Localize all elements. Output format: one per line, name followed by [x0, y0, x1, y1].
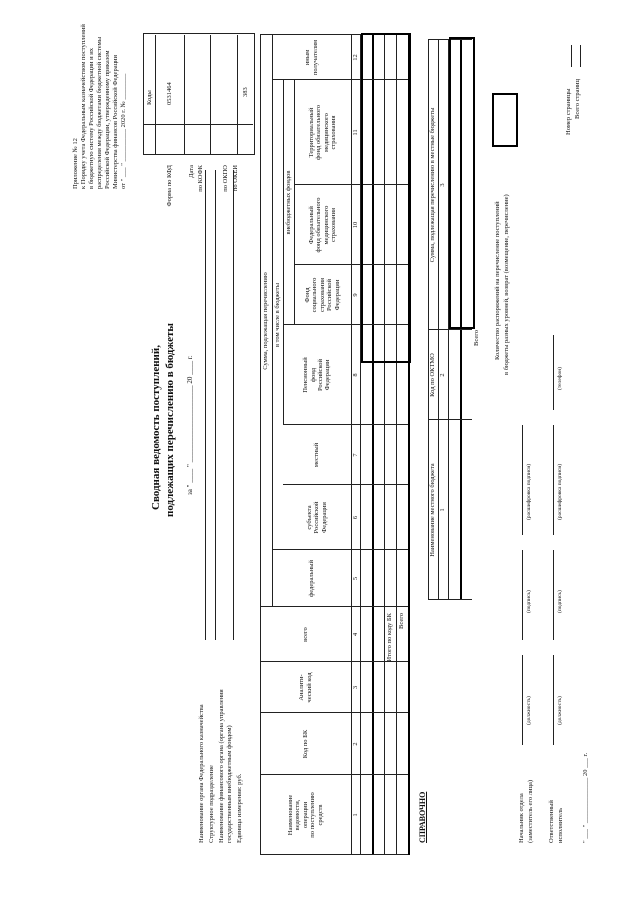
- count-label-1: Количество распоряжений на перечисление поступлений: [494, 201, 501, 360]
- codes-header: Коды: [146, 90, 153, 105]
- head-position-caption: (должность): [526, 696, 532, 725]
- appendix-line-4: распределения между бюджетами бюджетной системы: [96, 36, 103, 189]
- okei-label: по ОКЕИ: [232, 165, 239, 192]
- resp-position-caption: (должность): [557, 696, 563, 725]
- signature-date: " ___ " ______________ 20 ___ г.: [582, 752, 589, 843]
- main-table-total-box: [361, 33, 411, 363]
- col-kbk-header: Код по БК: [301, 729, 309, 759]
- resp-phone-caption: (телефон): [557, 366, 563, 390]
- ref-total-label: Всего: [473, 330, 481, 346]
- col-total-header: всего: [301, 627, 309, 642]
- col-num: 12: [351, 54, 359, 61]
- okpo-label: по ОКПО: [222, 165, 229, 192]
- reference-title: СПРАВОЧНО: [418, 791, 427, 843]
- title-line-2: подлежащих перечислению в бюджеты: [164, 323, 176, 517]
- appendix-line-3: в бюджетную систему Российской Федерации и их: [88, 48, 95, 189]
- col-analytic-header: Аналити- ческий код: [298, 672, 313, 703]
- col-num: 6: [351, 515, 359, 520]
- total-kbk-label: Итого по коду БК: [386, 613, 394, 662]
- count-box: [492, 93, 518, 147]
- ref-col-num: 1: [439, 508, 447, 512]
- col-local-header: местный: [313, 442, 321, 468]
- col-num: 7: [351, 453, 359, 457]
- field-finorgan-1: Наименование финансового органа (органа управления: [218, 689, 225, 843]
- sum-header: Сумма, подлежащая перечислению: [262, 272, 270, 370]
- resp-decoding-caption: (расшифровка подписи): [557, 463, 563, 520]
- finorgan-line: [233, 170, 234, 640]
- subdivision-line: [215, 170, 216, 640]
- ref-col-name: Наименование местного бюджета: [429, 463, 437, 557]
- col-num: 11: [351, 129, 359, 136]
- col-num: 3: [351, 685, 359, 690]
- col-federal-header: федеральный: [307, 560, 315, 597]
- head-label-1: Начальник отдела: [518, 793, 525, 843]
- total-label: Всего: [398, 613, 406, 629]
- form-code-value: 0531464: [166, 82, 173, 105]
- title-period: за " ____ " ______________________ 20 ____ г.: [186, 355, 194, 495]
- resp-label-1: Ответственный: [548, 800, 555, 843]
- col-num: 1: [351, 813, 359, 817]
- col-fed-oms-header: Федеральный фонд обязательного медицинского страхования: [307, 197, 337, 253]
- field-unit: Единица измерения: руб.: [236, 773, 243, 843]
- extra-funds-header: внебюджетных фондов: [284, 170, 292, 235]
- treasury-line: [205, 170, 206, 640]
- col-num: 4: [351, 632, 359, 637]
- appendix-line-1: Приложение № 12: [72, 138, 79, 189]
- head-decoding-caption: (расшифровка подписи): [526, 463, 532, 520]
- date-label: Дата: [188, 165, 195, 178]
- col-social-header: Фонд социального страхования Российской Федерации: [303, 277, 341, 313]
- reference-total-box: [449, 37, 475, 329]
- col-num: 8: [351, 373, 359, 377]
- form-kfd-label: Форма по КФД: [166, 165, 173, 207]
- count-label-2: в бюджеты разных уровней, возврат (возмещение, перечисление): [503, 194, 510, 375]
- resp-signature-caption: (подпись): [557, 590, 563, 613]
- ref-col-oktmo: Код по ОКТМО: [429, 353, 437, 397]
- resp-label-2: исполнитель: [557, 807, 564, 843]
- appendix-line-5: Российской Федерации, утвержденному приказом: [104, 50, 111, 189]
- col-num: 5: [351, 576, 359, 581]
- incl-header: в том числе в бюджеты: [273, 282, 281, 348]
- col-num: 10: [351, 221, 359, 229]
- field-subdivision: Структурное подразделение: [208, 765, 215, 843]
- ref-col-sum: Сумма, подлежащая перечислению в местные бюджеты: [429, 107, 437, 263]
- field-treasury: Наименование органа Федерального казначейства: [198, 704, 205, 843]
- ref-col-num: 3: [439, 183, 447, 187]
- col-num: 9: [351, 293, 359, 297]
- codes-box: [143, 33, 255, 155]
- col-num: 2: [351, 742, 359, 746]
- page-number-label: Номер страницы: [565, 88, 572, 135]
- head-label-2: (заместитель его лица): [527, 779, 534, 843]
- appendix-line-7: от " ___ " __________ 2020 г. № ________: [120, 73, 127, 189]
- appendix-line-2: к Порядку учета Федеральным казначейством поступлений: [80, 24, 87, 189]
- field-finorgan-2: государственным внебюджетным фондом): [226, 725, 233, 843]
- pages-total-label: Всего страниц: [574, 79, 581, 119]
- col-name-header: Наименование ведомости, операции по поступлению средств: [286, 792, 324, 838]
- kofk-label: по КОФК: [197, 165, 204, 192]
- col-subject-header: субъекта Российской Федерации: [305, 501, 328, 534]
- col-pension-header: Пенсионный фонд Российской Федерации: [302, 357, 332, 393]
- ref-col-num: 2: [439, 373, 447, 377]
- okei-code-value: 383: [242, 87, 249, 97]
- col-terr-oms-header: Территориальный фонд обязательного медицинского страхования: [307, 105, 337, 160]
- appendix-line-6: Министерства финансов Российской Федерации: [112, 54, 119, 189]
- head-signature-caption: (подпись): [526, 590, 532, 613]
- title-line-1: Сводная ведомость поступлений,: [150, 345, 162, 510]
- col-other-header: иным получателям: [304, 39, 319, 76]
